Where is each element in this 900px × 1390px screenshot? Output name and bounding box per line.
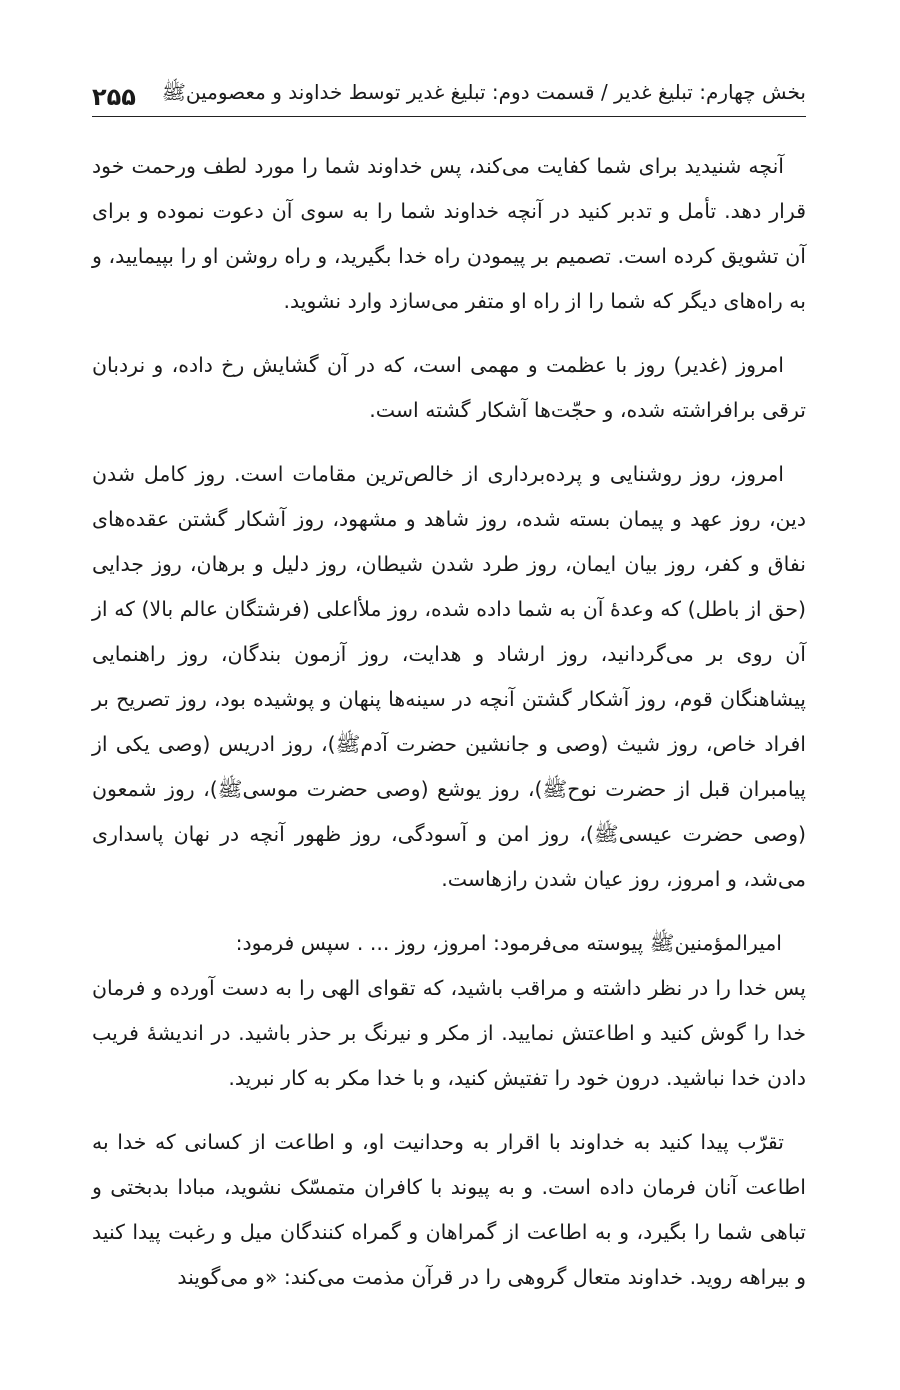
paragraph-4-quote-intro: امیرالمؤمنینﷺ پیوسته می‌فرمود: امروز، روز ... . سپس فرمود: [235,931,782,955]
paragraph-3: امروز، روز روشنایی و پرده‌برداری از خالص‌ترین مقامات است. روز کامل شدن دین، روز عهد و پیمان بسته شده، روز شاهد و مشهود، روز آشکار گشتن عقده‌های نفاق و کفر، روز بیان ایمان، روز طرد شدن شیطان، روز دلیل و برهان، روز جدایی (حق از باطل) که وعدهٔ آن به شما داده شده، روز ملأاعلی (فرشتگان عالم بالا) که از آن روی بر می‌گردانید، روز ارشاد و هدایت، روز آزمون بندگان، روز راهنمایی پیشاهنگان قوم، روز آشکار گشتن آنچه در سینه‌ها پنهان و پوشیده بود، روز تصریح بر افراد خاص، روز شیث (وصی و جانشین حضرت آدمﷺ)، روز ادریس (وصی یکی از پیامبران قبل از حضرت نوحﷺ)، روز یوشع (وصی حضرت موسیﷺ)، روز شمعون (وصی حضرت عیسیﷺ)، روز امن و آسودگی، روز ظهور آنچه در نهان پاسداری می‌شد، و امروز، روز عیان شدن رازهاست. [92,462,806,891]
paragraph-2: امروز (غدیر) روز با عظمت و مهمی است، که در آن گشایش رخ داده، و نردبان ترقی برافراشته شده، و حجّت‌ها آشکار گشته است. [92,353,806,422]
page-header [92,68,806,117]
paragraph-1: آنچه شنیدید برای شما کفایت می‌کند، پس خداوند شما را مورد لطف ورحمت خود قرار دهد. تأمل و تدبر کنید در آنچه خداوند شما را به سوی آن دعوت نموده و برای آن تشویق کرده است. تصمیم بر پیمودن راه خدا بگیرید، و راه روشن او را بپیمایید، و به راه‌های دیگر که شما را از راه او متفر می‌سازد وارد نشوید. [92,154,806,313]
page-number: ۲۵۵ [92,83,136,111]
paragraph-6: تقرّب پیدا کنید به خداوند با اقرار به وحدانیت او، و اطاعت از کسانی که خدا به اطاعت آنان فرمان داده است. و به پیوند با کافران متمسّک نشوید، مبادا بدبختی و تباهی شما را بگیرد، و به اطاعت از گمراهان و گمراه کنندگان میل و رغبت پیدا کنید و بیراهه روید. خداوند متعال گروهی را در قرآن مذمت می‌کند: «و می‌گویند [92,1130,806,1289]
paragraph-5: پس خدا را در نظر داشته و مراقب باشید، که تقوای الهی را به دست آورده و فرمان خدا را گوش کنید و اطاعتش نمایید. از مکر و نیرنگ بر حذر باشید. در اندیشهٔ فریب دادن خدا نباشید. درون خود را تفتیش کنید، و با خدا مکر به کار نبرید. [92,976,806,1090]
running-head: بخش چهارم: تبلیغ غدیر / قسمت دوم: تبلیغ غدیر توسط خداوند و معصومینﷺ [161,80,806,104]
page-body [92,144,806,1319]
